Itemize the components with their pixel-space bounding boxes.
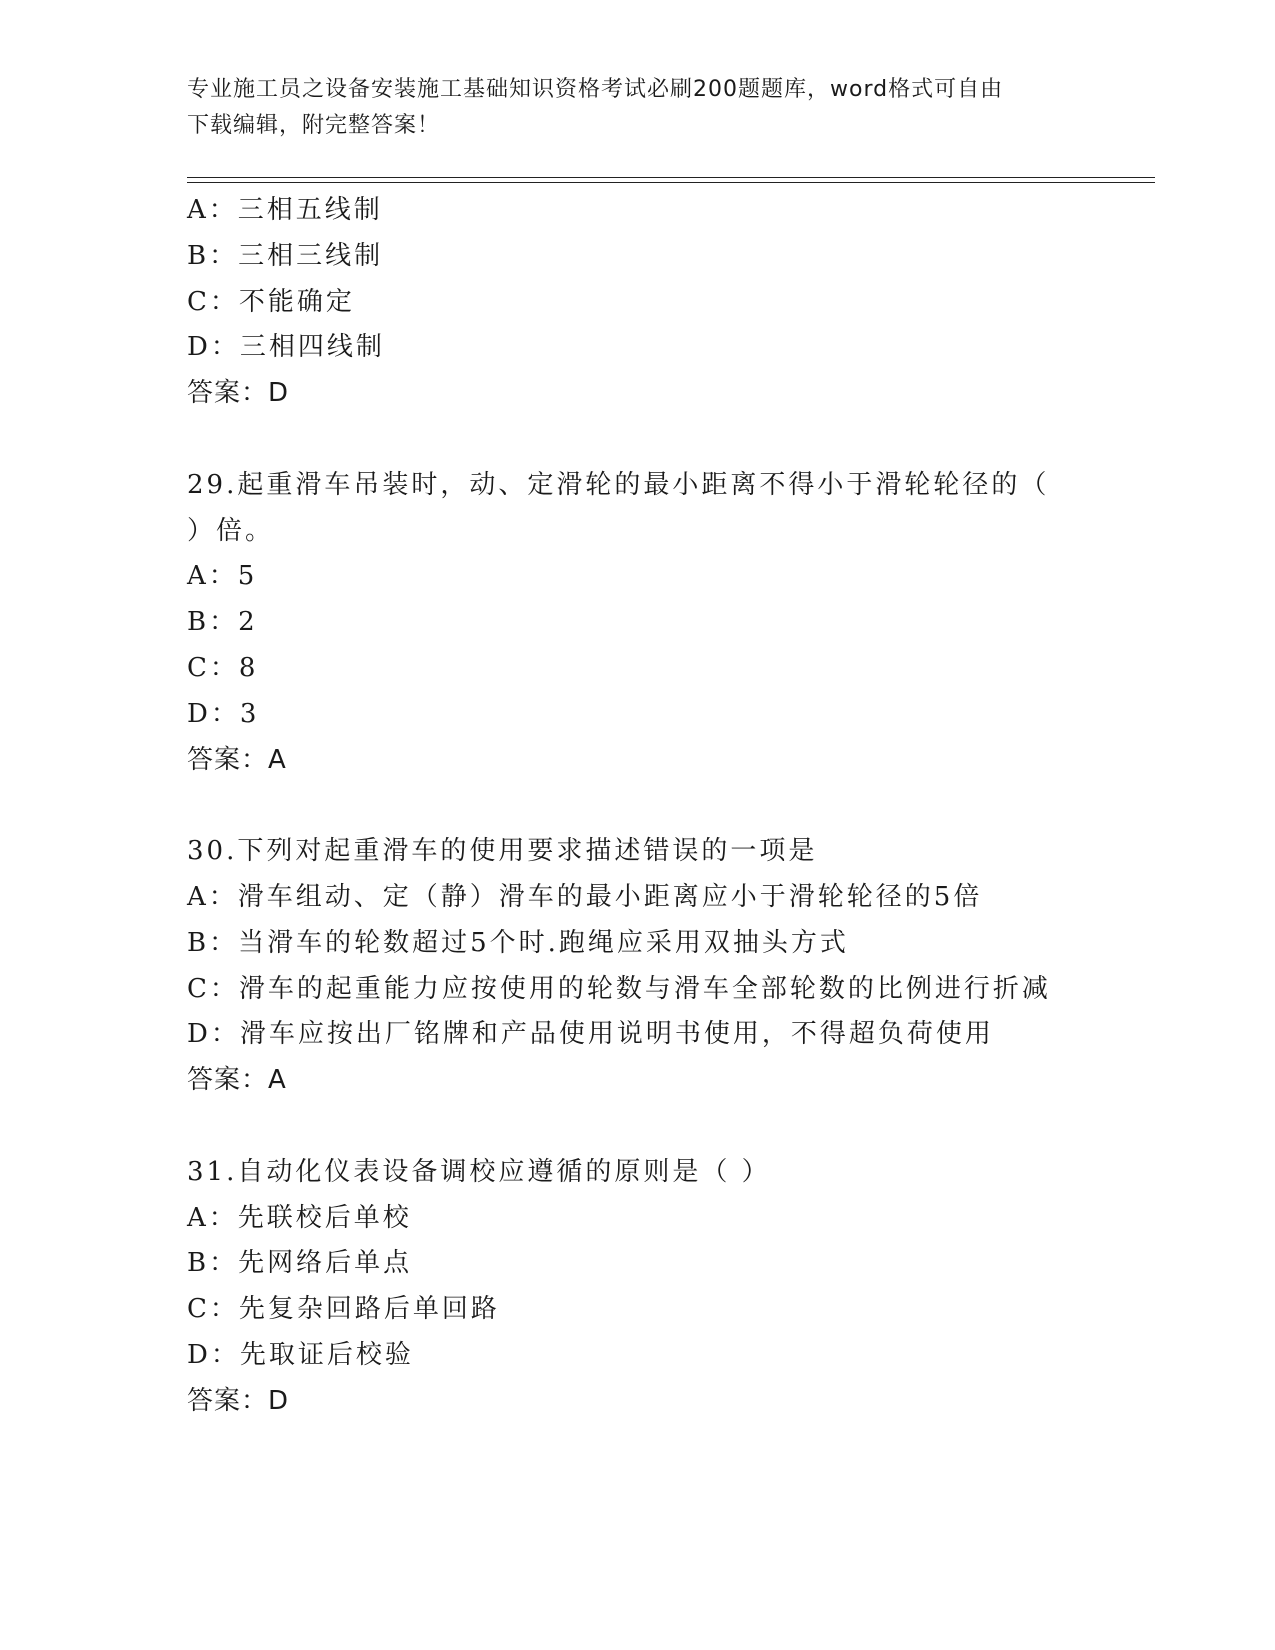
answer-line: 答案：D bbox=[187, 1385, 290, 1416]
question-31 bbox=[187, 1150, 1087, 1425]
header-line-1: 专业施工员之设备安装施工基础知识资格考试必刷200题题库，word格式可自由 bbox=[187, 77, 1004, 102]
option-c: C：先复杂回路后单回路 bbox=[187, 1294, 500, 1325]
option-d: D：三相四线制 bbox=[187, 332, 385, 363]
option-b: B：三相三线制 bbox=[187, 240, 384, 271]
header-divider-bottom bbox=[187, 182, 1155, 183]
option-a: A：先联校后单校 bbox=[187, 1202, 412, 1233]
option-c: C：不能确定 bbox=[187, 286, 355, 317]
header-line-2: 下载编辑，附完整答案！ bbox=[187, 113, 441, 138]
question-stem: 30.下列对起重滑车的使用要求描述错误的一项是 bbox=[187, 836, 818, 867]
question-list bbox=[187, 188, 1087, 1425]
answer-line: 答案：A bbox=[187, 1065, 287, 1096]
option-b: B：当滑车的轮数超过5个时.跑绳应采用双抽头方式 bbox=[187, 927, 849, 958]
option-d: D：先取证后校验 bbox=[187, 1339, 414, 1370]
option-b: B：2 bbox=[187, 607, 258, 638]
question-stem: 31.自动化仪表设备调校应遵循的原则是（ ） bbox=[187, 1156, 771, 1187]
option-b: B：先网络后单点 bbox=[187, 1248, 413, 1279]
option-d: D：3 bbox=[187, 698, 260, 729]
question-stem-continued: ）倍。 bbox=[187, 515, 275, 546]
spacer bbox=[187, 1104, 1087, 1150]
question-28 bbox=[187, 188, 1087, 417]
spacer bbox=[187, 783, 1087, 829]
question-29 bbox=[187, 463, 1087, 784]
option-c: C：滑车的起重能力应按使用的轮数与滑车全部轮数的比例进行折减 bbox=[187, 973, 1051, 1004]
spacer bbox=[187, 417, 1087, 463]
answer-line: 答案：A bbox=[187, 744, 287, 775]
document-header bbox=[187, 72, 1087, 144]
option-c: C：8 bbox=[187, 652, 259, 683]
option-a: A：5 bbox=[187, 561, 258, 592]
option-a: A：三相五线制 bbox=[187, 195, 383, 225]
question-30 bbox=[187, 829, 1087, 1104]
question-stem: 29.起重滑车吊装时，动、定滑轮的最小距离不得小于滑轮轮径的（ bbox=[187, 469, 1050, 500]
answer-line: 答案：D bbox=[187, 378, 290, 409]
header-divider-top bbox=[187, 177, 1155, 178]
option-d: D：滑车应按出厂铭牌和产品使用说明书使用，不得超负荷使用 bbox=[187, 1019, 994, 1050]
option-a: A：滑车组动、定（静）滑车的最小距离应小于滑轮轮径的5倍 bbox=[187, 881, 983, 912]
